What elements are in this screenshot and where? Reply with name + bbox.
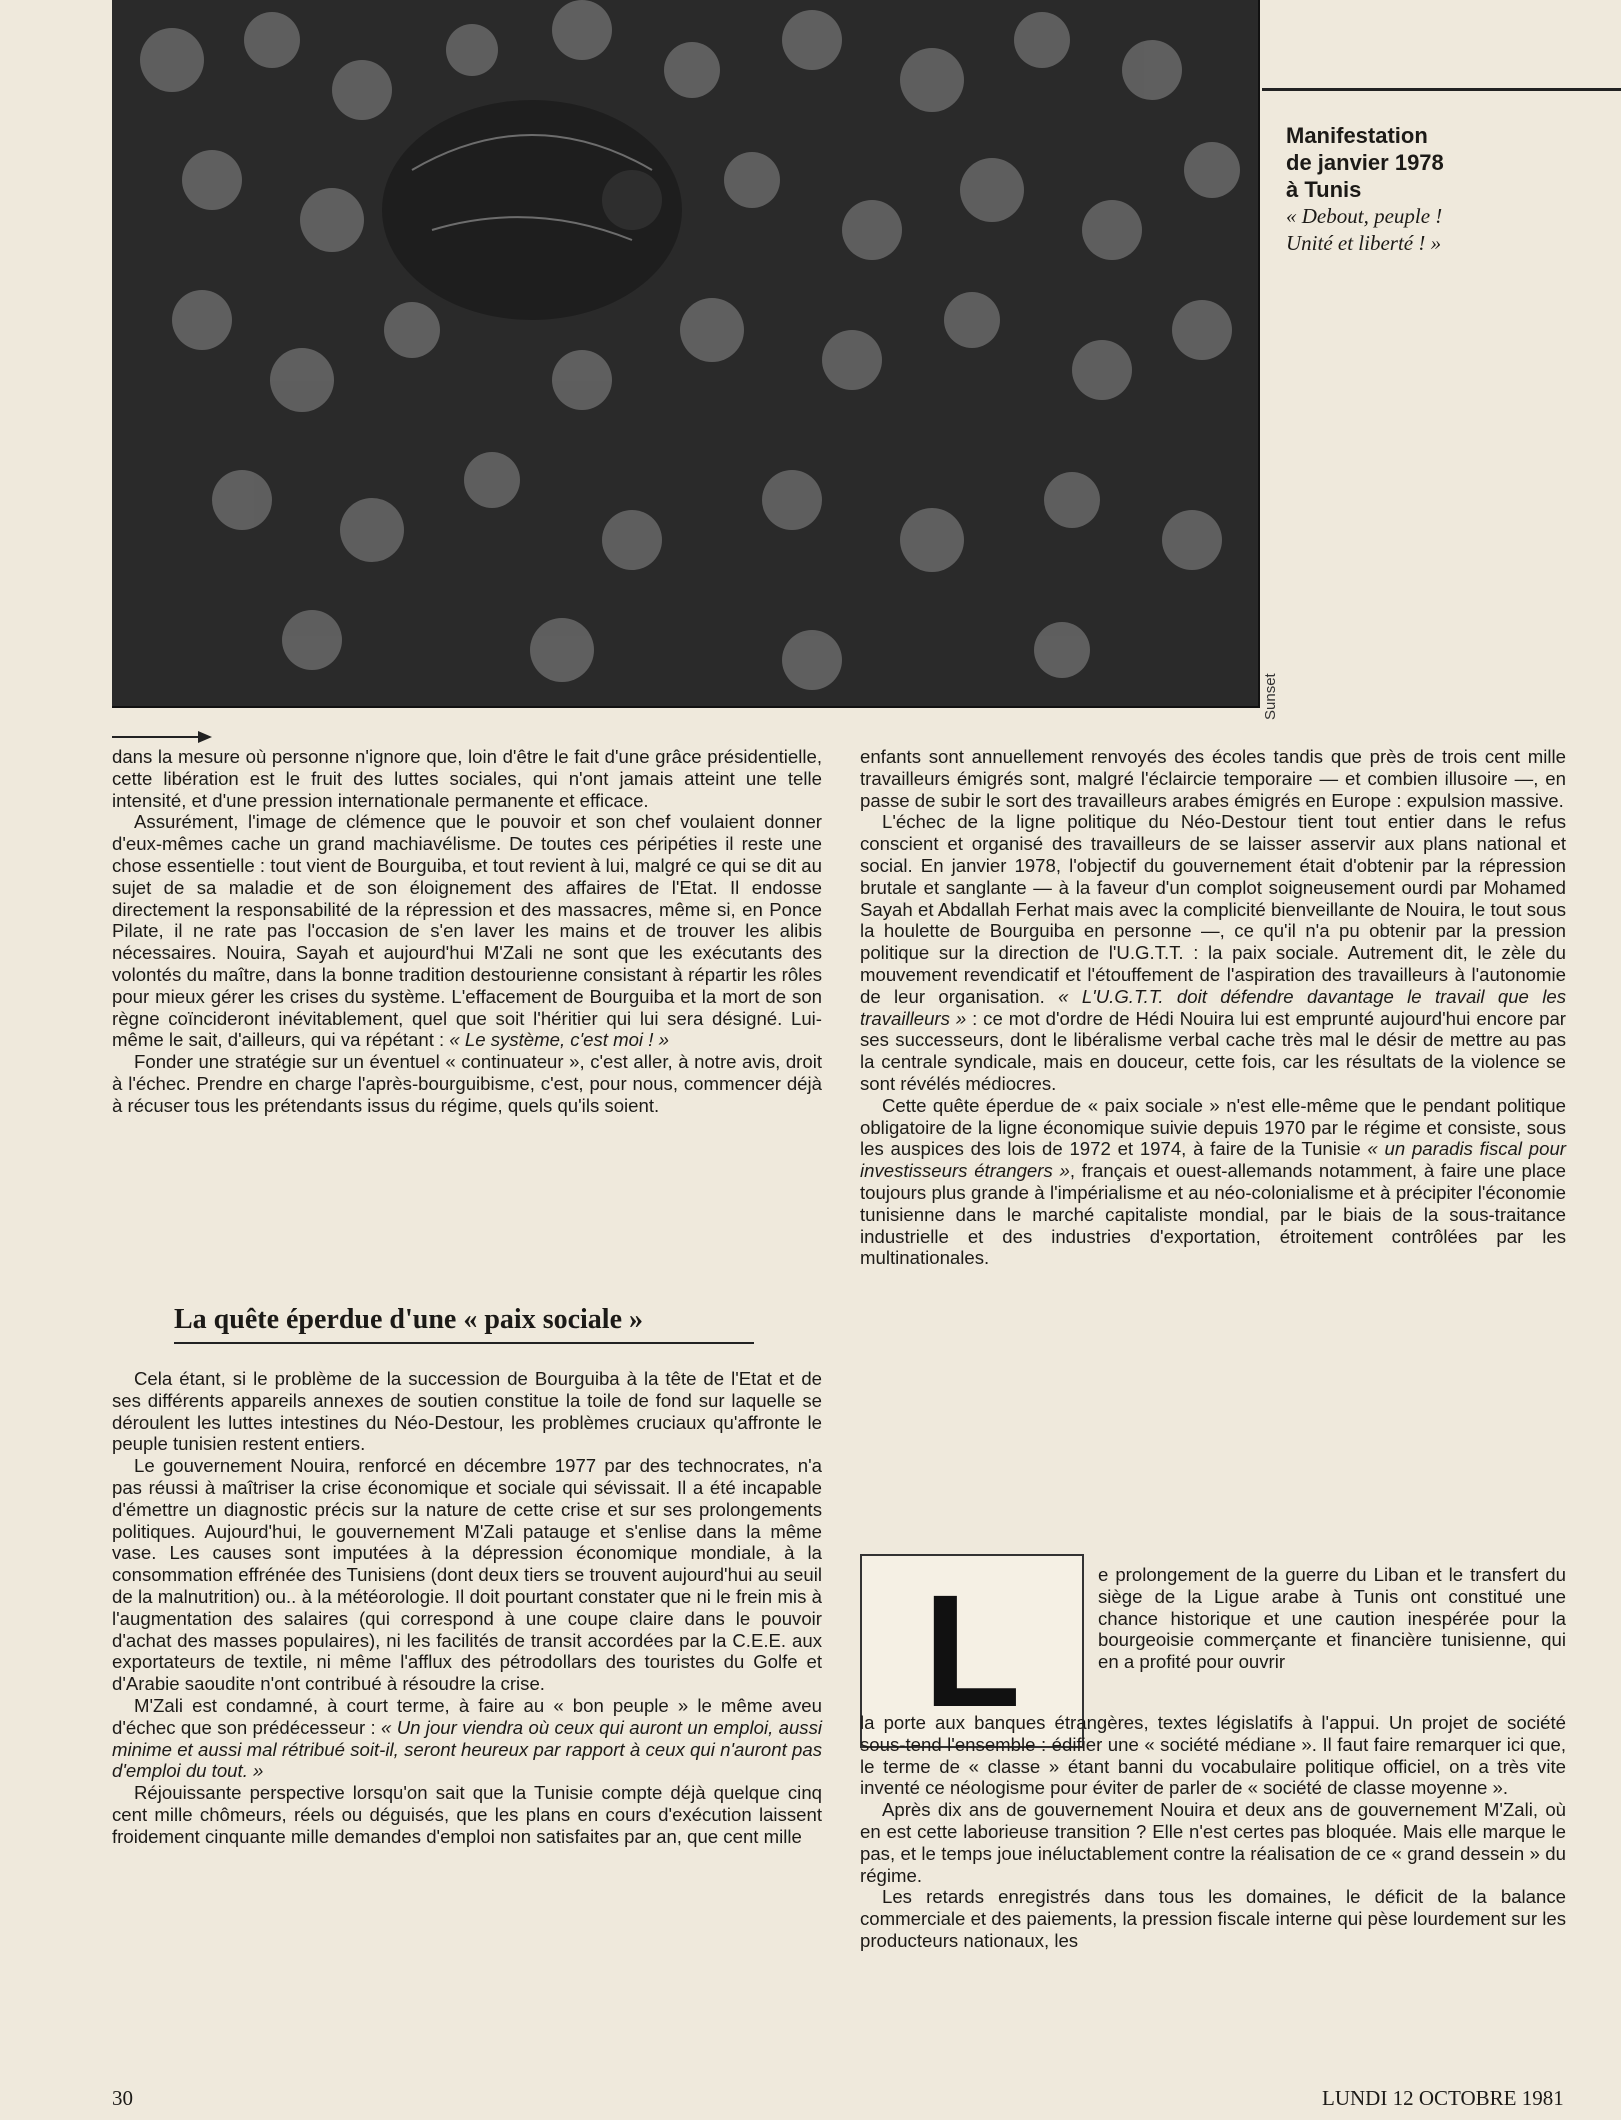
paragraph: Le gouvernement Nouira, renforcé en décembre 1977 par des technocrates, n'a pas réussi à maîtriser la crise économique et sociale qui sévissait. Il a été incapable d'émettre un diagnostic précis sur la nature de cette crise et sur ses prolongements politiques. Aujourd'hui, le gouvernement M'Zali patauge et s'enlise dans la même vase. Les causes sont imputées à la dépression économique mondiale, à la consommation effrénée des Tunisiens (dont deux tiers se trouvent aujourd'hui au seuil de la malnutrition) ou.. à la météorologie. Il doit pourtant constater que ni le frein mis à l'augmentation des salaires (qui correspond à une coupe claire dans le pouvoir d'achat des masses populaires), ni les facilités de transit accordées par la C.E.E. aux exportateurs de textile, ni même l'afflux des pétrodollars des touristes du Golfe et d'Arabie saoudite n'ont contribué à résoudre la crise. <box>112 1455 822 1695</box>
section-subheading: La quête éperdue d'une « paix sociale » <box>174 1304 754 1344</box>
caption-title-line-2: de janvier 1978 <box>1286 150 1444 175</box>
caption-title-line-1: Manifestation <box>1286 123 1428 148</box>
paragraph: M'Zali est condamné, à court terme, à faire au « bon peuple » le même aveu d'échec que son prédécesseur : « Un jour viendra où ceux qui auront un emploi, aussi minime et aussi mal rétribué soit-il, seront heureux par rapport à ceux qui n'auront pas d'emploi du tout. » <box>112 1694 823 1782</box>
paragraph: enfants sont annuellement renvoyés des écoles tandis que près de trois cent mille travailleurs émigrés sont, malgré l'éclaircie temporaire — et combien illusoire —, en passe de subir le sort des travailleurs arabes émigrés en Europe : expulsion massive. <box>860 746 1566 811</box>
continuation-arrow-icon <box>112 730 212 744</box>
page-number: 30 <box>112 2086 133 2110</box>
crowd-photo-image <box>112 0 1258 706</box>
drop-cap-letter: L <box>923 1561 1021 1740</box>
paragraph: dans la mesure où personne n'ignore que, loin d'être le fait d'une grâce présidentielle, cette libération est le fruit des luttes sociales, qui n'ont jamais atteint une telle intensité, et d'une pression internationale permanente et efficace. <box>112 746 822 811</box>
paragraph: la porte aux banques étrangères, textes législatifs à l'appui. Un projet de société sous-tend l'ensemble : édifier une « société médiane ». Il faut faire remarquer ici que, le terme de « classe » étant banni du vocabulaire politique officiel, on a très vite inventé ce néologisme pour éviter de parler de « société de classe moyenne ». <box>860 1712 1566 1799</box>
paragraph: Cette quête éperdue de « paix sociale » n'est elle-même que le pendant politique obligatoire de la ligne économique suivie depuis 1970 par le régime et consiste, sous les auspices des lois de 1972 et 1974, à faire de la Tunisie « un paradis fiscal pour investisseurs étrangers », français et ouest-allemands notamment, à faire une place toujours plus grande à l'impérialisme et au néo-colonialisme et à précipiter l'économie tunisienne dans le marché capitaliste mondial, par le biais de la sous-traitance industrielle et des industries d'exportation, étroitement contrôlées par les multinationales. <box>860 1094 1566 1269</box>
photo-caption <box>1286 122 1606 257</box>
paragraph: L'échec de la ligne politique du Néo-Destour tient tout entier dans le refus conscient et organisé des travailleurs de se laisser asservir aux plans national et social. En janvier 1978, l'objectif du gouvernement était d'obtenir par la répression brutale et sanglante — à la faveur d'un complot soigneusement ourdi par Mohamed Sayah et Abdallah Ferhat mais avec la complicité bienveillante de Nouira, le tout sous la houlette de Bourguiba en personne —, ce qu'il n'a pu obtenir par la pression politique sur la direction de l'U.G.T.T. : la paix sociale. Autrement dit, le zèle du mouvement revendicatif et l'étouffement de l'aspiration des travailleurs à l'autonomie de leur organisation. « L'U.G.T.T. doit défendre davantage le travail que les travailleurs » : ce mot d'ordre de Hédi Nouira lui est emprunté aujourd'hui encore par ses successeurs, dont le libéralisme verbal cache très mal le désir de mettre au pas la centrale syndicale, mais en douceur, cette fois, car les résultats de la violence se sont révélés médiocres. <box>860 811 1566 1094</box>
paragraph: Après dix ans de gouvernement Nouira et deux ans de gouvernement M'Zali, où en est cette laborieuse transition ? Elle n'est certes pas bloquée. Mais elle marque le pas, et le temps joue inéluctablement contre la réalisation de ce « grand dessein » du régime. <box>860 1799 1566 1886</box>
column-2-dropcap-text <box>1098 1564 1566 1673</box>
photo-credit: Sunset <box>1262 673 1279 720</box>
crowd-photo <box>112 0 1260 708</box>
caption-quote-line-2: Unité et liberté ! » <box>1286 231 1442 255</box>
paragraph: e prolongement de la guerre du Liban et le transfert du siège de la Ligue arabe à Tunis ont constitué une chance historique et une caution inespérée pour la bourgeoisie commerçante et financière tunisienne, qui en a profité pour ouvrir <box>1098 1564 1566 1673</box>
caption-quote-line-1: « Debout, peuple ! <box>1286 204 1443 228</box>
paragraph: Cela étant, si le problème de la succession de Bourguiba à la tête de l'Etat et de ses différents appareils annexes de soutien constitue la toile de fond sur laquelle se déroulent les luttes intestines du Néo-Destour, les problèmes cruciaux qu'affronte le peuple tunisien restent entiers. <box>112 1368 822 1455</box>
issue-date: LUNDI 12 OCTOBRE 1981 <box>1322 2086 1564 2110</box>
column-1-bottom <box>112 1368 822 1848</box>
column-2-bottom <box>860 1712 1566 1952</box>
paragraph: Les retards enregistrés dans tous les domaines, le déficit de la balance commerciale et des paiements, la pression fiscale interne qui pèse lourdement sur les producteurs nationaux, les <box>860 1886 1566 1951</box>
paragraph: Assurément, l'image de clémence que le pouvoir et son chef voulaient donner d'eux-mêmes cache un grand machiavélisme. De toutes ces péripéties il reste une chose essentielle : tout vient de Bourguiba, et tout revient à lui, malgré ce qui se dit au sujet de sa maladie et de son éloignement des affaires de l'Etat. Il endosse directement la responsabilité de la répression et des massacres, même si, en Ponce Pilate, il ne rate pas l'occasion de s'en laver les mains et de trouver les alibis nécessaires. Nouira, Sayah et aujourd'hui M'Zali ne sont que les exécutants des volontés du maître, dans la bonne tradition destourienne consistant à répartir les rôles pour mieux gérer les crises du système. L'effacement de Bourguiba et la mort de son règne coïncideront inévitablement, quel que soit l'héritier qui lui sera désigné. Lui-même le sait, d'ailleurs, qui va répétant : « Le système, c'est moi ! » <box>112 811 822 1051</box>
paragraph: Fonder une stratégie sur un éventuel « continuateur », c'est aller, à notre avis, droit à l'échec. Prendre en charge l'après-bourguibisme, c'est, pour nous, commencer déjà à récuser tous les prétendants issus du régime, quels qu'ils soient. <box>112 1051 822 1116</box>
column-2-top <box>860 746 1566 1269</box>
column-1-top <box>112 746 822 1117</box>
caption-top-rule <box>1262 88 1621 91</box>
caption-title-line-3: à Tunis <box>1286 177 1362 202</box>
paragraph: Réjouissante perspective lorsqu'on sait que la Tunisie compte déjà quelque cinq cent mille chômeurs, réels ou déguisés, que les plans en cours d'exécution laissent froidement cinquante mille demandes d'emploi non satisfaites par an, que cent mille <box>112 1782 822 1847</box>
